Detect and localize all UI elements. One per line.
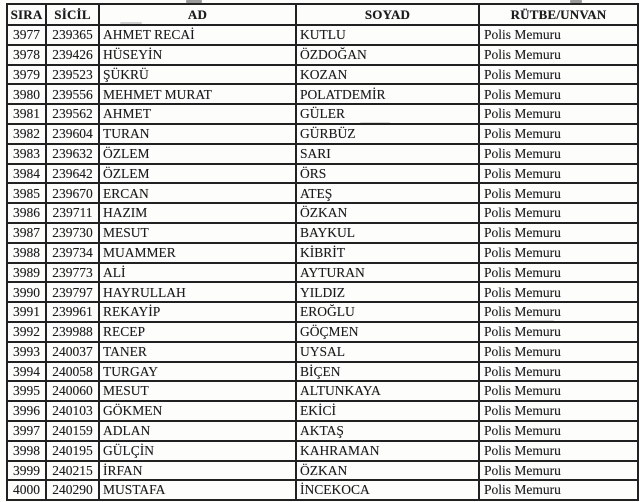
cell-soyad: YILDIZ (296, 282, 479, 302)
cell-sira: 3997 (7, 421, 46, 441)
table-row (7, 223, 638, 243)
cell-rutbe-unvan: Polis Memuru (479, 84, 638, 104)
cell-sicil: 239734 (46, 243, 99, 263)
cell-soyad: UYSAL (296, 342, 479, 362)
cell-rutbe-unvan: Polis Memuru (479, 183, 638, 203)
cell-soyad: BAYKUL (296, 223, 479, 243)
cell-soyad: KİBRİT (296, 243, 479, 263)
cell-rutbe-unvan: Polis Memuru (479, 203, 638, 223)
cell-sicil: 240037 (46, 342, 99, 362)
table-row (7, 480, 638, 500)
cell-sicil: 239523 (46, 65, 99, 85)
table-row (7, 381, 638, 401)
cell-ad: RECEP (99, 322, 296, 342)
cell-rutbe-unvan: Polis Memuru (479, 302, 638, 322)
cell-ad: ÖZLEM (99, 164, 296, 184)
cell-sicil: 239961 (46, 302, 99, 322)
table-row (7, 164, 638, 184)
cell-soyad: KAHRAMAN (296, 441, 479, 461)
cell-soyad: KOZAN (296, 65, 479, 85)
cell-sicil: 239773 (46, 263, 99, 283)
table-row (7, 183, 638, 203)
cell-ad: GÖKMEN (99, 401, 296, 421)
cell-rutbe-unvan: Polis Memuru (479, 45, 638, 65)
cell-soyad: GÜRBÜZ (296, 124, 479, 144)
cell-soyad: BİÇEN (296, 362, 479, 382)
cell-sira: 3995 (7, 381, 46, 401)
cell-sira: 3982 (7, 124, 46, 144)
cell-rutbe-unvan: Polis Memuru (479, 461, 638, 481)
cell-sicil: 239797 (46, 282, 99, 302)
cell-rutbe-unvan: Polis Memuru (479, 342, 638, 362)
cell-sicil: 240058 (46, 362, 99, 382)
cell-rutbe-unvan: Polis Memuru (479, 243, 638, 263)
cell-sicil: 239556 (46, 84, 99, 104)
cell-sira: 3986 (7, 203, 46, 223)
cell-sicil: 239426 (46, 45, 99, 65)
cell-ad: ŞÜKRÜ (99, 65, 296, 85)
cell-sira: 3984 (7, 164, 46, 184)
cell-sira: 3985 (7, 183, 46, 203)
cell-ad: ÖZLEM (99, 144, 296, 164)
cell-ad: MESUT (99, 381, 296, 401)
cell-sira: 3987 (7, 223, 46, 243)
cell-ad: MESUT (99, 223, 296, 243)
cell-sicil: 240159 (46, 421, 99, 441)
cell-sicil: 239670 (46, 183, 99, 203)
cell-ad: ADLAN (99, 421, 296, 441)
cell-rutbe-unvan: Polis Memuru (479, 65, 638, 85)
cell-sicil: 239730 (46, 223, 99, 243)
cell-ad: AHMET (99, 104, 296, 124)
cell-soyad: ÖRS (296, 164, 479, 184)
cell-sira: 3999 (7, 461, 46, 481)
cell-sicil: 239562 (46, 104, 99, 124)
table-body (7, 25, 638, 500)
cell-sira: 3981 (7, 104, 46, 124)
cell-ad: TURAN (99, 124, 296, 144)
cell-sicil: 239642 (46, 164, 99, 184)
cell-soyad: ÖZKAN (296, 203, 479, 223)
cell-sicil: 240195 (46, 441, 99, 461)
cell-sicil: 239365 (46, 25, 99, 45)
table-row (7, 124, 638, 144)
table-row (7, 421, 638, 441)
table-row (7, 302, 638, 322)
cell-sira: 3989 (7, 263, 46, 283)
cell-rutbe-unvan: Polis Memuru (479, 263, 638, 283)
cell-soyad: İNCEKOCA (296, 480, 479, 500)
cell-sicil: 239711 (46, 203, 99, 223)
cell-soyad: AKTAŞ (296, 421, 479, 441)
table-row (7, 461, 638, 481)
cell-sira: 3977 (7, 25, 46, 45)
cell-sicil: 240103 (46, 401, 99, 421)
column-header-sicil: SİCİL (46, 4, 99, 25)
column-header-soyad: SOYAD (296, 4, 479, 25)
cell-soyad: EKİCİ (296, 401, 479, 421)
cell-ad: GÜLÇİN (99, 441, 296, 461)
table-row (7, 441, 638, 461)
table-row (7, 84, 638, 104)
cell-soyad: GÜLER (296, 104, 479, 124)
cell-sicil: 240215 (46, 461, 99, 481)
cell-ad: MUSTAFA (99, 480, 296, 500)
table-row (7, 263, 638, 283)
cell-rutbe-unvan: Polis Memuru (479, 381, 638, 401)
cell-soyad: ÖZKAN (296, 461, 479, 481)
cell-soyad: SARI (296, 144, 479, 164)
cell-ad: AHMET RECAİ (99, 25, 296, 45)
cell-soyad: AYTURAN (296, 263, 479, 283)
cell-rutbe-unvan: Polis Memuru (479, 421, 638, 441)
table-row (7, 25, 638, 45)
table-row (7, 104, 638, 124)
cell-ad: HAZIM (99, 203, 296, 223)
cell-rutbe-unvan: Polis Memuru (479, 164, 638, 184)
cell-rutbe-unvan: Polis Memuru (479, 104, 638, 124)
table-row (7, 203, 638, 223)
table-row (7, 362, 638, 382)
cell-soyad: GÖÇMEN (296, 322, 479, 342)
cell-soyad: ALTUNKAYA (296, 381, 479, 401)
cell-sira: 3979 (7, 65, 46, 85)
cell-sira: 3980 (7, 84, 46, 104)
cell-rutbe-unvan: Polis Memuru (479, 480, 638, 500)
cell-ad: HAYRULLAH (99, 282, 296, 302)
cell-ad: İRFAN (99, 461, 296, 481)
cell-sira: 3990 (7, 282, 46, 302)
table-row (7, 45, 638, 65)
table-row (7, 342, 638, 362)
table-row (7, 282, 638, 302)
cell-sicil: 239604 (46, 124, 99, 144)
cell-rutbe-unvan: Polis Memuru (479, 282, 638, 302)
cell-rutbe-unvan: Polis Memuru (479, 362, 638, 382)
cell-ad: ALİ (99, 263, 296, 283)
cell-ad: MUAMMER (99, 243, 296, 263)
header-row (7, 4, 638, 25)
cell-rutbe-unvan: Polis Memuru (479, 25, 638, 45)
cell-soyad: EROĞLU (296, 302, 479, 322)
cell-ad: MEHMET MURAT (99, 84, 296, 104)
column-header-sira: SIRA (7, 4, 46, 25)
cell-sira: 3996 (7, 401, 46, 421)
table-header (7, 4, 638, 25)
cell-sira: 3988 (7, 243, 46, 263)
cell-sira: 3998 (7, 441, 46, 461)
column-header-ad: AD (99, 4, 296, 25)
cell-sira: 4000 (7, 480, 46, 500)
cell-rutbe-unvan: Polis Memuru (479, 144, 638, 164)
cell-ad: ERCAN (99, 183, 296, 203)
cell-sicil: 240290 (46, 480, 99, 500)
cell-sira: 3994 (7, 362, 46, 382)
table-row (7, 322, 638, 342)
cell-sira: 3991 (7, 302, 46, 322)
cell-ad: HÜSEYİN (99, 45, 296, 65)
cell-sira: 3993 (7, 342, 46, 362)
cell-sira: 3983 (7, 144, 46, 164)
cell-sira: 3978 (7, 45, 46, 65)
cell-ad: TURGAY (99, 362, 296, 382)
table-row (7, 401, 638, 421)
cell-soyad: KUTLU (296, 25, 479, 45)
cell-rutbe-unvan: Polis Memuru (479, 401, 638, 421)
cell-rutbe-unvan: Polis Memuru (479, 223, 638, 243)
cell-soyad: ATEŞ (296, 183, 479, 203)
cell-ad: TANER (99, 342, 296, 362)
cell-ad: REKAYİP (99, 302, 296, 322)
table-row (7, 144, 638, 164)
cell-sicil: 240060 (46, 381, 99, 401)
cell-sicil: 239632 (46, 144, 99, 164)
cell-soyad: ÖZDOĞAN (296, 45, 479, 65)
cell-rutbe-unvan: Polis Memuru (479, 441, 638, 461)
cell-soyad: POLATDEMİR (296, 84, 479, 104)
cell-rutbe-unvan: Polis Memuru (479, 322, 638, 342)
table-row (7, 65, 638, 85)
cell-rutbe-unvan: Polis Memuru (479, 124, 638, 144)
column-header-rutbe-unvan: RÜTBE/UNVAN (479, 4, 638, 25)
table-row (7, 243, 638, 263)
cell-sicil: 239988 (46, 322, 99, 342)
personnel-table (6, 3, 639, 501)
cell-sira: 3992 (7, 322, 46, 342)
